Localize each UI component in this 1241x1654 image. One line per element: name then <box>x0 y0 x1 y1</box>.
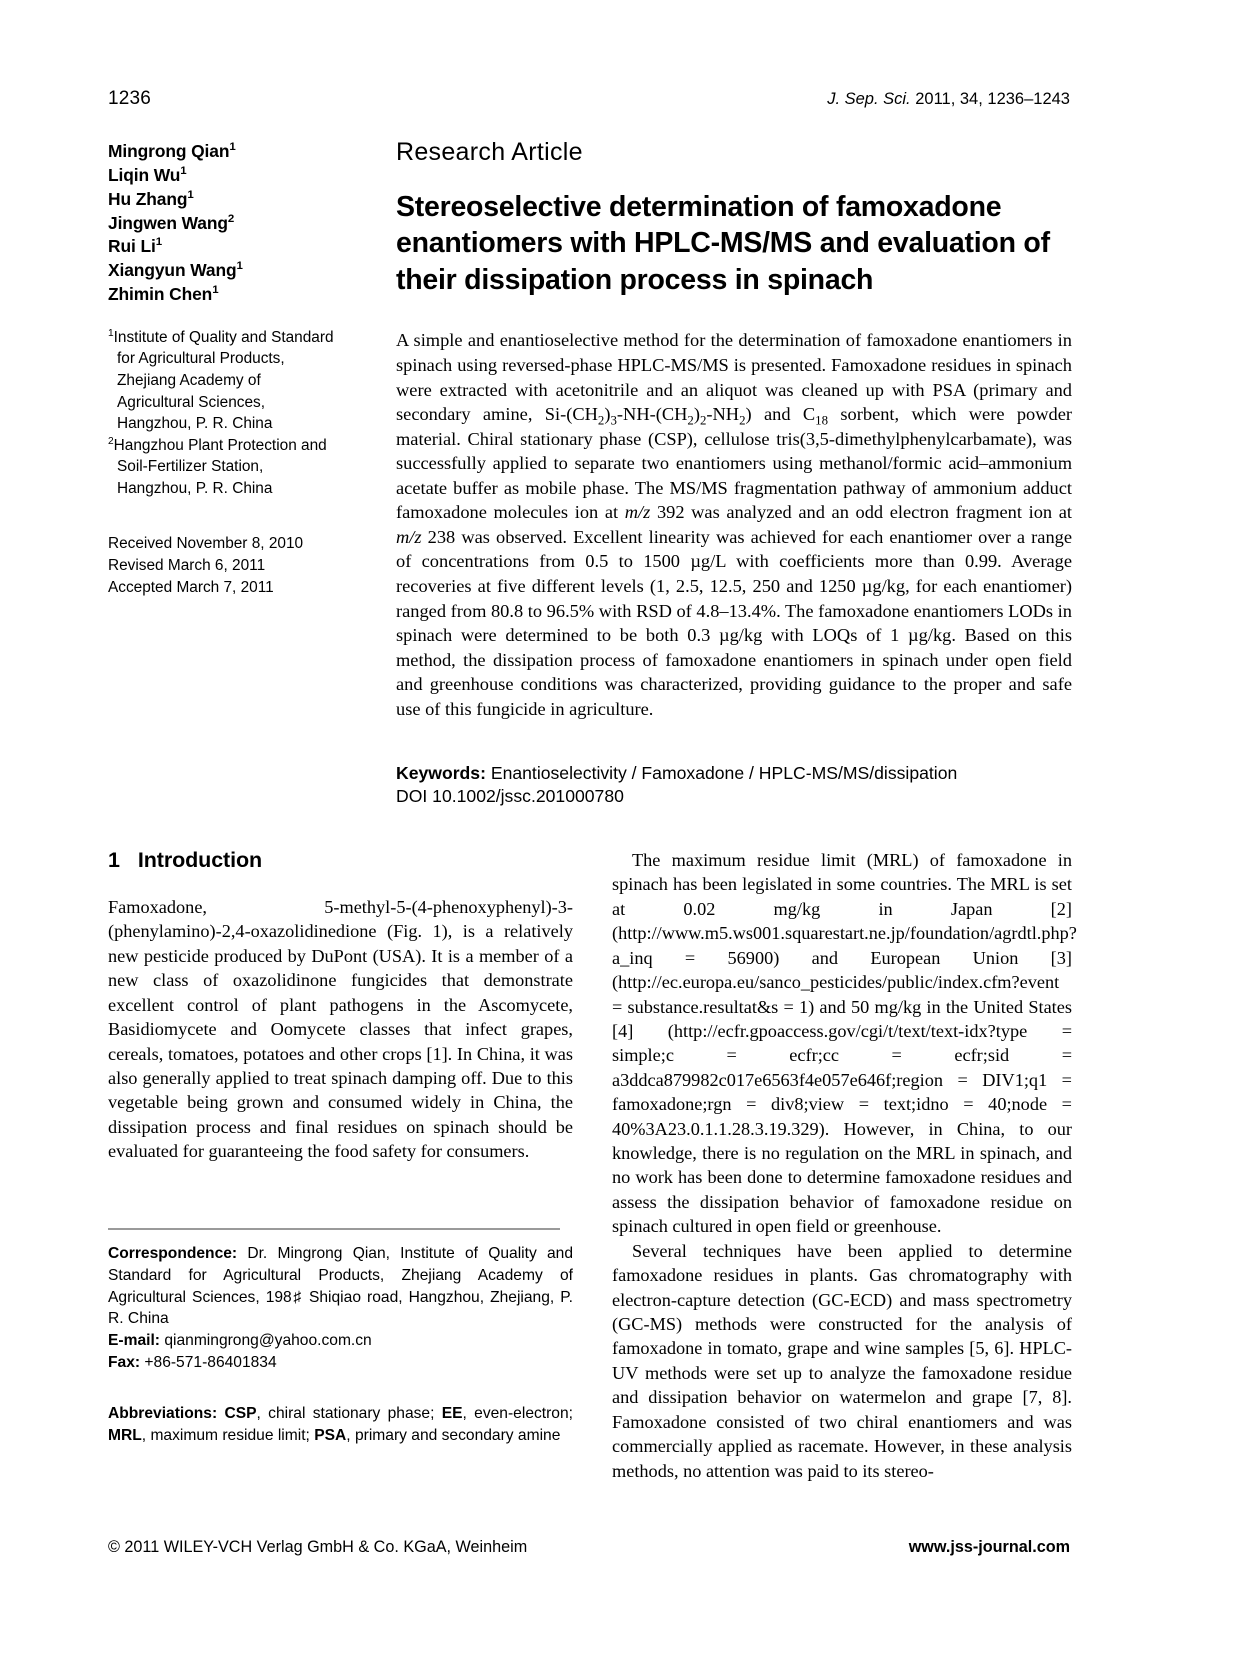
affiliation-line <box>108 327 376 349</box>
abstract <box>396 328 1072 721</box>
section-title: Introduction <box>137 848 263 872</box>
abstract-text: A simple and enantioselective method for the determination of famoxadone enantiomers in spinach using reversed-phase HPLC-MS/MS is presented. Famoxadone residues in spinach were extracted with acetonitrile and an aliquot was cleaned up with PSA (primary and secondary amine, Si-(CH <box>396 330 1072 425</box>
paragraph: Several techniques have been applied to determine famoxadone residues in plants. Gas chromatography with electron-capture detection (GC-ECD) and mass spectrometry (GC-MS) methods were constructed for the analysis of famoxadone in tomato, grape and wine samples [5, 6]. HPLC-UV methods were set up to analyze the famoxadone residue and dissipation behavior on watermelon and grape [7, 8]. Famoxadone consisted of two chiral enantiomers and was commercially applied as racemate. However, in these analysis methods, no attention was paid to its stereo- <box>612 1240 1072 1481</box>
chem-subscript: 18 <box>815 413 829 428</box>
affiliation-text: Hangzhou Plant Protection and <box>113 436 327 454</box>
author-name: Rui Li <box>108 236 156 257</box>
fax-value: +86-571-86401834 <box>140 1354 277 1372</box>
abstract-text: sorbent, which were powder material. Chiral stationary phase (CSP), cellulose tris(3,5-dimethylphenylcarbamate), was successfully applied to separate two enantiomers using methanol/formic acid–ammonium acetate buffer as mobile phase. The MS/MS fragmentation pathway of ammonium adduct famoxadone molecules ion at <box>396 404 1072 523</box>
author-entry <box>108 259 376 283</box>
chem-subscript: 2 <box>687 413 694 428</box>
abstract-text: ) <box>604 404 611 425</box>
abbrev-term: PSA <box>314 1426 347 1444</box>
paragraph: The maximum residue limit (MRL) of famoxadone in spinach has been legislated in some countries. The MRL is set at 0.02 mg/kg in Japan [2] (http://www.m5.ws001.squarestart.ne.jp/foundation/agrdtl.php?a_inq = 56900) and European Union [3] (http://ec.europa.eu/sanco_pesticides/public/index.cfm?event = substance.resultat&s = 1) and 50 mg/kg in the United States [4] (http://ecfr.gpoaccess.gov/cgi/t/text/text-idx?type = simple;c = ecfr;cc = ecfr;sid = a3ddca879982c017e6563f4e057e646f;region = DIV1;q1 = famoxadone;rgn = div8;view = text;idno = 40;node = 40%3A23.0.1.1.28.3.19.329). However, in China, to our knowledge, there is no regulation on the MRL in spinach, and no work has been done to determine famoxadone residues and assess the dissipation behavior of famoxadone residue on spinach cultured in open field or greenhouse. <box>612 850 1077 1237</box>
date-received: Received November 8, 2010 <box>108 535 304 553</box>
email-value[interactable]: qianmingrong@yahoo.com.cn <box>160 1332 372 1350</box>
chem-subscript: 2 <box>597 413 605 428</box>
affiliation-line: Zhejiang Academy of <box>117 372 261 390</box>
author-name: Mingrong Qian <box>108 141 230 161</box>
date-revised: Revised March 6, 2011 <box>108 557 266 575</box>
fax-line <box>108 1352 573 1374</box>
journal-website[interactable]: www.jss-journal.com <box>908 1538 1070 1556</box>
author-entry <box>108 235 376 259</box>
fax-label: Fax: <box>108 1354 141 1372</box>
abstract-text: 238 was observed. Excellent linearity was achieved for each enantiomer over a range of concentrations from 0.5 to 1500 µg/L with coefficients more than 0.99. Average recoveries at five different levels (1, 2.5, 12.5, 250 and 1250 µg/kg, for each enantiomer) ranged from 80.8 to 96.5% with RSD of 4.8–13.4%. The famoxadone enantiomers LODs in spinach were determined to be both 0.3 µg/kg with LOQs of 1 µg/kg. Based on this method, the dissipation process of famoxadone enantiomers in spinach under open field and greenhouse conditions was characterized, providing guidance to the proper and safe use of this fungicide in agriculture. <box>396 526 1072 719</box>
article-title: Stereoselective determination of famoxadone enantiomers with HPLC-MS/MS and evaluation of their dissipation process in spinach <box>396 191 1050 296</box>
abbrev-definition: , maximum residue limit; <box>141 1426 315 1444</box>
affiliation-text: Institute of Quality and Standard <box>113 328 334 346</box>
author-affil-marker: 1 <box>155 236 162 249</box>
author-name: Hu Zhang <box>108 188 188 209</box>
abstract-text: ) and C <box>745 404 816 425</box>
author-affil-marker: 1 <box>236 260 243 273</box>
paragraph: Famoxadone, 5-methyl-5-(4-phenoxyphenyl)-3-(phenylamino)-2,4-oxazolidinedione (Fig. 1), is a relatively new pesticide produced by DuPont (USA). It is a member of a new class of oxazolidinone fungicides that demonstrate excellent control of plant pathogens in the Ascomycete, Basidiomycete and Oomycete classes that infect grapes, cereals, tomatoes, potatoes and other crops [1]. In China, it was also generally applied to treat spinach damping off. Due to this vegetable being grown and consumed widely in China, the dissipation process and final residues on spinach should be evaluated for guaranteeing the food safety for consumers. <box>108 897 573 1162</box>
abbreviations-note <box>108 1403 573 1447</box>
affiliation-line: Soil-Fertilizer Station, <box>117 458 264 476</box>
affiliation-line: for Agricultural Products, <box>117 350 285 368</box>
footnote-divider <box>108 1228 560 1230</box>
affiliation-line: Agricultural Sciences, <box>117 393 265 411</box>
abbrev-term: MRL <box>108 1426 142 1444</box>
publication-dates <box>108 533 376 599</box>
article-head <box>396 138 1072 721</box>
keywords-label: Keywords: <box>396 763 486 783</box>
mz-label: m/z <box>624 502 651 523</box>
affiliation-list <box>108 327 376 500</box>
correspondence-text: Dr. Mingrong Qian, Institute of Quality and Standard for Agricultural Products, Zhejiang Academy of Agricultural Sciences, 198♯ Shiqiao road, Hangzhou, Zhejiang, P. R. China <box>108 1245 573 1328</box>
footnote-block <box>108 1228 573 1447</box>
affiliation-item <box>108 327 376 435</box>
abbreviations-label: Abbreviations: <box>108 1404 218 1422</box>
author-entry <box>108 164 376 188</box>
correspondence-note <box>108 1243 573 1374</box>
body-column-left <box>108 848 573 1164</box>
section-heading-introduction <box>108 848 573 873</box>
date-accepted: Accepted March 7, 2011 <box>108 579 274 597</box>
running-head <box>108 88 1070 110</box>
abbrev-term: EE <box>441 1404 463 1422</box>
author-entry <box>108 188 376 212</box>
abstract-text: ) <box>693 404 700 425</box>
chem-subscript: 2 <box>699 413 707 428</box>
copyright-notice: © 2011 WILEY-VCH Verlag GmbH & Co. KGaA, Weinheim <box>108 1538 528 1556</box>
author-affil-marker: 1 <box>212 284 219 297</box>
author-affil-marker: 1 <box>187 188 194 201</box>
author-meta-column <box>108 140 376 599</box>
author-affil-marker: 1 <box>229 141 236 154</box>
journal-abbrev: J. Sep. Sci. <box>827 90 911 108</box>
affiliation-line: Hangzhou, P. R. China <box>117 479 273 497</box>
author-affil-marker: 2 <box>227 212 235 225</box>
abbrev-definition: , even-electron; <box>462 1404 573 1422</box>
email-label: E-mail: <box>108 1332 160 1350</box>
author-name: Zhimin Chen <box>108 284 213 305</box>
abbrev-term: CSP <box>224 1404 257 1422</box>
author-list <box>108 140 376 307</box>
keywords-value: Enantioselectivity / Famoxadone / HPLC-MS/MS/dissipation <box>485 763 958 783</box>
body-column-right <box>612 848 1077 1483</box>
page-footer <box>108 1538 1070 1557</box>
author-entry <box>108 140 376 164</box>
author-entry <box>108 212 376 236</box>
email-line <box>108 1330 573 1352</box>
author-entry <box>108 283 376 307</box>
chem-subscript: 2 <box>739 413 746 428</box>
article-type-kicker: Research Article <box>396 138 583 166</box>
mz-label: m/z <box>396 526 422 547</box>
affiliation-marker: 1 <box>108 327 114 339</box>
page-number: 1236 <box>108 88 152 109</box>
author-affil-marker: 1 <box>180 165 187 178</box>
chem-subscript: 3 <box>610 413 617 428</box>
affiliation-line <box>108 435 376 457</box>
doi: DOI 10.1002/jssc.201000780 <box>396 786 624 807</box>
affiliation-line: Hangzhou, P. R. China <box>117 415 273 433</box>
author-name: Xiangyun Wang <box>108 260 237 281</box>
abstract-text: -NH-(CH <box>616 404 688 425</box>
citation-volume-pages: 2011, 34, 1236–1243 <box>910 90 1070 108</box>
section-number: 1 <box>108 848 120 872</box>
journal-citation <box>827 90 1070 109</box>
abstract-text: -NH <box>706 404 740 425</box>
author-name: Jingwen Wang <box>108 212 228 233</box>
affiliation-item <box>108 435 376 500</box>
abbrev-definition: , primary and secondary amine <box>346 1426 561 1444</box>
affiliation-marker: 2 <box>108 435 114 447</box>
abbrev-definition: , chiral stationary phase; <box>256 1404 442 1422</box>
abstract-text: 392 was analyzed and an odd electron fragment ion at <box>650 502 1072 523</box>
keywords-block <box>396 762 1072 809</box>
keywords-line <box>396 762 1072 785</box>
author-name: Liqin Wu <box>108 164 181 185</box>
correspondence-label: Correspondence: <box>108 1245 238 1262</box>
